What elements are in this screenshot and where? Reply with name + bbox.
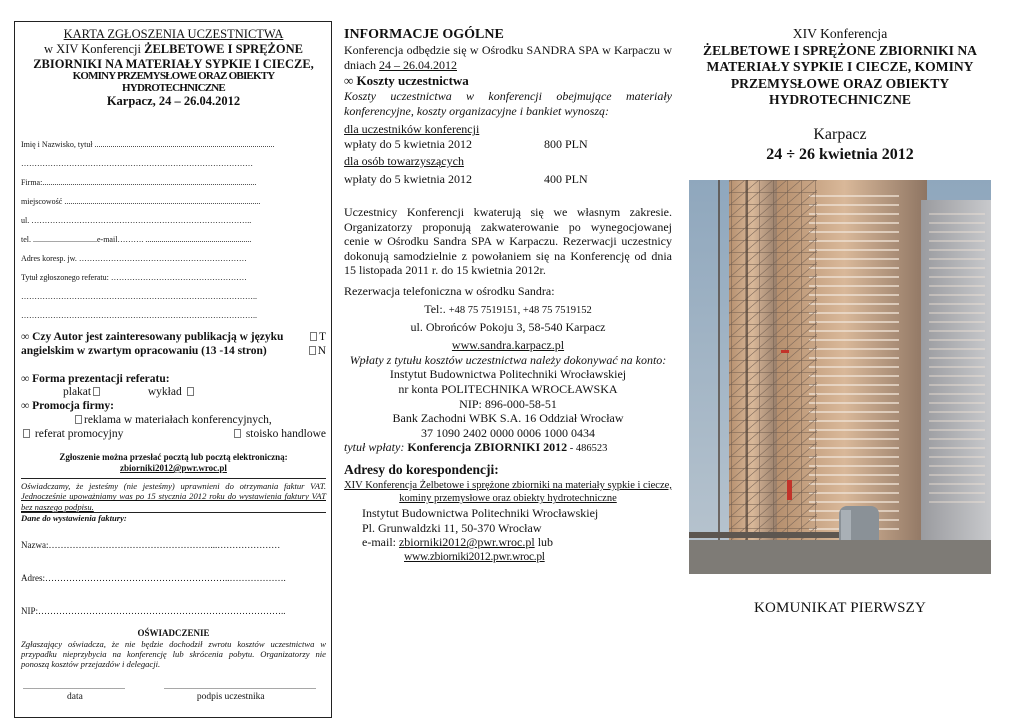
field-blank-1[interactable]: ……………………………………………………………………………	[21, 159, 253, 169]
card-title-line2-pre: w XIV Konferencji	[44, 41, 145, 56]
fee1-amount: 800 PLN	[544, 137, 588, 152]
field-miejscowosc[interactable]: miejscowość ..................................................................................................	[21, 197, 261, 207]
vat-declaration	[21, 478, 326, 512]
silo-photo	[689, 180, 991, 574]
signature-label: podpis uczestnika	[196, 691, 265, 702]
addresses-heading: Adresy do korespondencji:	[344, 462, 499, 478]
field-adres[interactable]: Adres koresp. jw. ………………………………………………………	[21, 254, 247, 264]
signature-lines	[21, 682, 326, 692]
checkbox-icon[interactable]	[75, 415, 82, 424]
venue-text	[344, 43, 672, 72]
sandra-website-link[interactable]: www.sandra.karpacz.pl	[451, 338, 565, 353]
field-ulica[interactable]: ul. ………………………………………………………………………..	[21, 216, 252, 226]
card-title-line5: HYDROTECHNICZNE	[122, 81, 225, 94]
field-firma[interactable]: Firma:...........................................................................................................	[21, 178, 257, 188]
checkbox-icon[interactable]	[187, 387, 194, 396]
cover-title-line5: HYDROTECHNICZNE	[769, 92, 911, 108]
author-yes-option[interactable]	[308, 331, 326, 345]
card-title-line2	[21, 42, 326, 57]
vat-authorization-text: Jednocześnie upoważniamy was po 15 stycznia 2012 roku do wystawienia faktury VAT bez naszego podpisu.	[21, 491, 326, 512]
cover-title-line2: ŻELBETOWE I SPRĘŻONE ZBIORNIKI NA	[703, 42, 977, 58]
signature-labels	[21, 692, 326, 704]
checkbox-icon[interactable]	[310, 332, 317, 341]
fee2-label: dla osób towarzyszących	[344, 153, 464, 168]
author-question	[21, 331, 326, 359]
card-title-line2-bold: ŻELBETOWE I SPRĘŻONE	[144, 41, 303, 56]
statement-text: Zgłaszający oświadcza, że nie będzie dochodził zwrotu kosztów uczestnictwa w przypadku nieprzybycia na konferencję lub skrócenia pobytu. Organizatorzy nie ponoszą kosztów przejazdów i delegacji.	[21, 638, 326, 670]
option-reklama[interactable]	[21, 414, 326, 428]
address-institute: Instytut Budownictwa Politechniki Wrocławskiej	[362, 506, 599, 521]
field-name[interactable]: Imię i Nazwisko, tytuł ..........................................................................................	[21, 140, 275, 150]
address-street: Pl. Grunwaldzki 11, 50-370 Wrocław	[362, 520, 542, 535]
vat-declaration-text: Oświadczamy, że jesteśmy (nie jesteśmy) uprawnieni do otrzymania faktur VAT.	[21, 481, 326, 492]
date-label: data	[67, 691, 83, 702]
cover-dates: 24 ÷ 26 kwietnia 2012	[766, 145, 914, 163]
bank-line-3: NIP: 896-000-58-51	[459, 396, 557, 411]
cover-place-name: Karpacz	[813, 125, 867, 143]
field-referat[interactable]: Tytuł zgłoszonego referatu: ……………………………………………	[21, 273, 247, 283]
submit-email-link[interactable]: zbiorniki2012@pwr.wroc.pl	[120, 462, 227, 473]
card-title	[21, 27, 326, 109]
date-line[interactable]: ...................................................	[23, 681, 125, 691]
cover-column	[688, 26, 992, 616]
option-plakat[interactable]	[63, 386, 102, 398]
conference-website-link[interactable]: www.zbiorniki2012.pwr.wroc.pl	[404, 550, 545, 563]
field-tel-email[interactable]: tel. ................................e-mail………. .....................................................	[21, 235, 252, 245]
fee2-amount: 400 PLN	[544, 172, 588, 187]
cover-place	[688, 125, 992, 165]
card-title-line1: KARTA ZGŁOSZENIA UCZESTNICTWA	[63, 27, 284, 41]
signature-line[interactable]: ............................................................................	[164, 681, 316, 691]
option-plakat-label: plakat	[63, 386, 92, 399]
invoice-nazwa-field[interactable]: Nazwa:………………………………………………...…………………	[21, 539, 281, 550]
presentation-options	[21, 386, 326, 400]
contact-email-link[interactable]: zbiorniki2012@pwr.wroc.pl	[398, 535, 535, 550]
cover-title-line4: PRZEMYSŁOWE ORAZ OBIEKTY	[730, 75, 950, 91]
payment-title-value: Konferencja ZBIORNIKI 2012	[407, 440, 568, 455]
fee2-row	[344, 172, 672, 187]
payment-title-code: - 486523	[567, 443, 608, 455]
option-referat-promocyjny[interactable]	[21, 428, 123, 442]
author-question-line1	[21, 331, 326, 345]
bank-line-2: nr konta POLITECHNIKA WROCŁAWSKA	[398, 381, 618, 396]
cover-title	[688, 26, 992, 109]
checkbox-icon[interactable]	[309, 346, 316, 355]
promotion-title: ∞ Promocja firmy:	[21, 400, 114, 413]
checkbox-icon[interactable]	[234, 429, 241, 438]
street-address: ul. Obrońców Pokoju 3, 58-540 Karpacz	[410, 320, 606, 335]
participant-fields	[21, 135, 326, 325]
field-blank-2[interactable]: ……………………………………………………………………………..	[21, 292, 257, 302]
payment-title	[344, 440, 672, 456]
cover-title-line3: MATERIAŁY SYPKIE I CIECZE, KOMINY	[706, 59, 974, 75]
phone-numbers: +48 75 7519151, +48 75 7519152	[448, 304, 592, 316]
phone-reservation-label: Rezerwacja telefoniczna w ośrodku Sandra:	[344, 284, 555, 299]
venue-dates: 24 – 26.04.2012	[379, 57, 457, 72]
payment-title-label: tytuł wpłaty:	[344, 440, 408, 455]
option-wyklad-label: wykład	[147, 386, 182, 399]
general-info-column	[344, 26, 672, 564]
email-suffix: lub	[534, 535, 554, 550]
bank-line-1: Instytut Budownictwa Politechniki Wrocławskiej	[389, 367, 627, 382]
author-question-text2: angielskim w zwartym opracowaniu (13 -14 stron)	[21, 344, 267, 357]
fee1-label: dla uczestników konferencji	[344, 122, 480, 137]
submit-note	[21, 452, 326, 475]
costs-text: Koszty uczestnictwa w konferencji obejmujące materiały konferencyjne, koszty organizacyjne i bankiet wynoszą:	[344, 89, 672, 118]
option-stoisko-label: stoisko handlowe	[245, 427, 326, 440]
invoice-nip-field[interactable]: NIP:………………………………………………………………………..	[21, 606, 286, 617]
address-email-line	[344, 535, 672, 550]
statement-title: OŚWIADCZENIE	[137, 627, 210, 638]
phone-line	[344, 302, 672, 318]
address-conference: XIV Konferencja Żelbetowe i sprężone zbiorniki na materiały sypkie i ciecze, kominy przemysłowe oraz obiekty hydrotechniczne	[344, 479, 672, 505]
silo-construction-image	[689, 180, 991, 574]
checkbox-icon[interactable]	[93, 387, 100, 396]
fee1-row	[344, 137, 672, 152]
fee1-when: wpłaty do 5 kwietnia 2012	[344, 137, 472, 152]
registration-card	[14, 21, 332, 718]
author-no-option[interactable]	[307, 345, 326, 359]
author-yes-label: T	[318, 331, 326, 344]
author-no-label: N	[317, 344, 326, 357]
option-stoisko[interactable]	[232, 428, 326, 442]
invoice-heading: Dane do wystawienia faktury:	[21, 512, 326, 524]
costs-heading: ∞ Koszty uczestnictwa	[344, 73, 469, 89]
payment-note: Wpłaty z tytułu kosztów uczestnictwa należy dokonywać na konto:	[349, 352, 667, 367]
phone-prefix: Tel:.	[424, 301, 449, 316]
submit-note-text: Zgłoszenie można przesłać pocztą lub pocztą elektroniczną:	[59, 451, 288, 462]
first-announcement-label: KOMUNIKAT PIERWSZY	[753, 600, 927, 616]
invoice-adres-field[interactable]: Adres:……………………………………………………..……………….	[21, 573, 286, 584]
venue-sentence: Konferencja odbędzie się w Ośrodku SANDRA SPA w Karpaczu w dniach	[344, 43, 672, 72]
option-referat-label: referat promocyjny	[34, 427, 124, 440]
email-prefix: e-mail:	[362, 535, 399, 550]
bank-account-number: 37 1090 2402 0000 0006 1000 0434	[421, 425, 595, 440]
card-title-line3: ZBIORNIKI NA MATERIAŁY SYPKIE I CIECZE,	[33, 56, 314, 71]
promotion-options-row	[21, 428, 326, 442]
accommodation-text: Uczestnicy Konferencji kwaterują się we własnym zakresie. Organizatorzy proponują zakwaterowanie po wynegocjowanej cenie w Ośrodku Sandra SPA w Karpaczu. Rezerwacji uczestnicy dokonują samodzielnie z powołaniem się na Konferencję od dnia 15 listopada 2011 r. do 15 kwietnia 2012r.	[344, 204, 672, 278]
author-question-line2	[21, 345, 326, 359]
general-info-heading: INFORMACJE OGÓLNE	[344, 27, 504, 42]
checkbox-icon[interactable]	[23, 429, 30, 438]
fee2-when: wpłaty do 5 kwietnia 2012	[344, 172, 472, 187]
presentation-form	[21, 373, 326, 442]
field-blank-3[interactable]: ……………………………………………………………………………..	[21, 311, 257, 321]
option-reklama-label: reklama w materiałach konferencyjnych,	[84, 414, 272, 427]
author-question-text1: ∞ Czy Autor jest zainteresowany publikacją w języku	[21, 331, 284, 344]
presentation-form-title: ∞ Forma prezentacji referatu:	[21, 372, 170, 385]
card-title-line4: KOMINY PRZEMYSŁOWE ORAZ OBIEKTY	[72, 70, 275, 83]
card-title-line6: Karpacz, 24 – 26.04.2012	[106, 94, 241, 109]
bank-line-4: Bank Zachodni WBK S.A. 16 Oddział Wrocław	[392, 411, 624, 426]
option-wyklad[interactable]	[148, 386, 196, 398]
cover-title-line1: XIV Konferencja	[792, 26, 888, 41]
